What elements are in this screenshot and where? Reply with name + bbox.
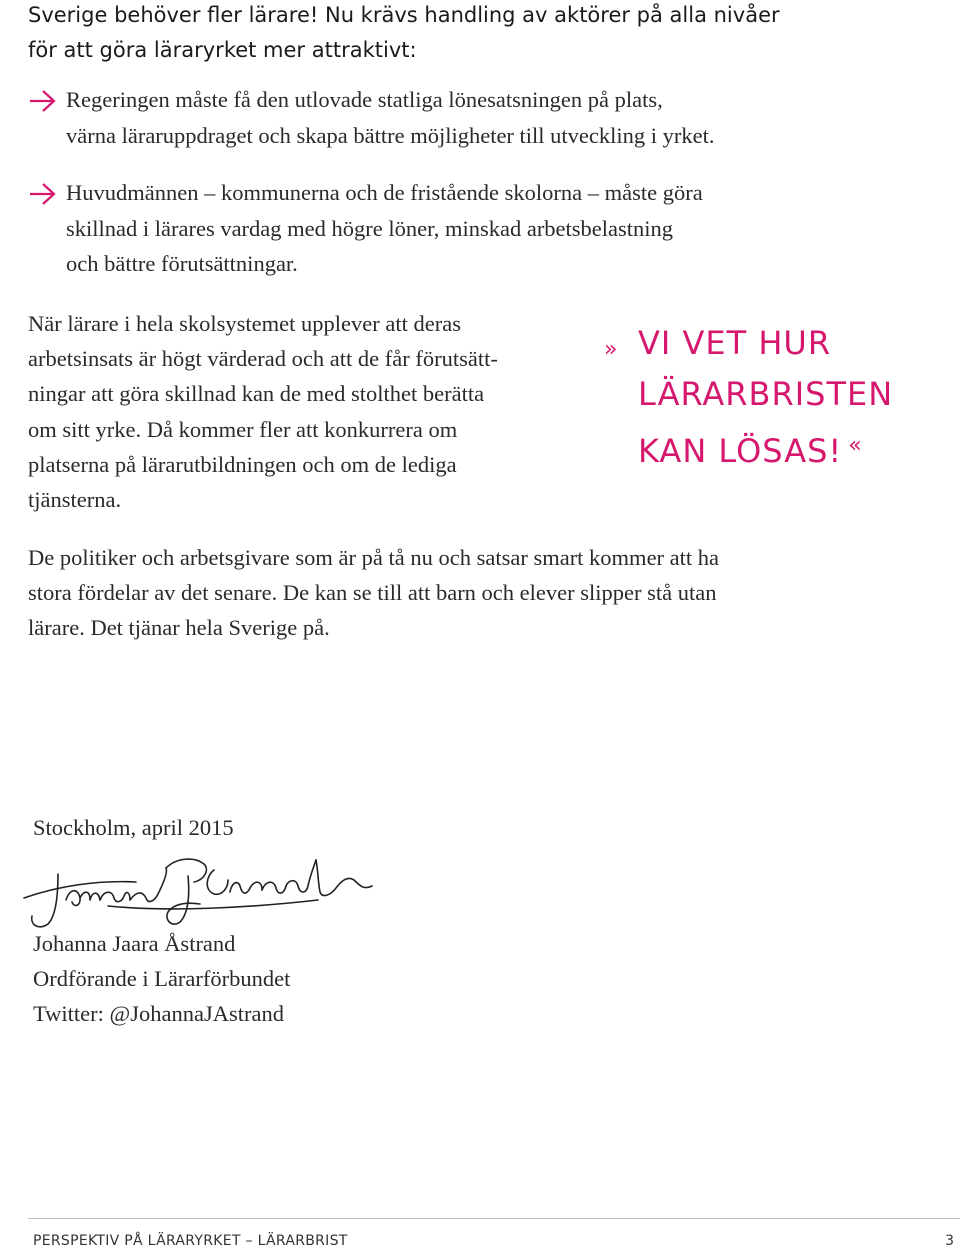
- bullet-1-line-2: värna läraruppdraget och skapa bättre möjligheter till utveckling i yrket.: [66, 122, 715, 148]
- closing-paragraph: [28, 540, 908, 646]
- paragraph-line: platserna på lärarutbildningen och om de lediga: [28, 451, 457, 477]
- paragraph-line: ningar att göra skillnad kan de med stolthet berätta: [28, 381, 485, 407]
- pull-quote-line-3: KAN LÖSAS!: [638, 432, 843, 470]
- arrow-right-icon: [28, 182, 58, 206]
- paragraph-line: arbetsinsats är högt värderad och att de får förutsätt-: [28, 346, 498, 372]
- pull-quote-line-1: VI VET HUR: [638, 324, 832, 362]
- signatory-name: Johanna Jaara Åstrand: [33, 931, 236, 956]
- place-date: Stockholm, april 2015: [33, 815, 234, 840]
- paragraph-line: När lärare i hela skolsystemet upplever att deras: [28, 311, 461, 336]
- intro-heading: [28, 0, 928, 68]
- bullet-2-line-1: Huvudmännen – kommunerna och de fristående skolorna – måste göra: [66, 180, 703, 205]
- intro-line-1: Sverige behöver fler lärare! Nu krävs handling av aktörer på alla nivåer: [28, 3, 780, 27]
- body-paragraph: [28, 306, 588, 517]
- quote-open-mark: »: [604, 337, 619, 362]
- bullet-item-2: [28, 175, 908, 283]
- paragraph-line: De politiker och arbetsgivare som är på tå nu och satsar smart kommer att ha: [28, 545, 720, 570]
- bullet-1-line-1: Regeringen måste få den utlovade statliga lönesatsningen på plats,: [66, 87, 663, 112]
- paragraph-line: tjänsterna.: [28, 487, 122, 513]
- paragraph-line: stora fördelar av det senare. De kan se till att barn och elever slipper stå utan: [28, 580, 717, 606]
- page-number: 3: [945, 1233, 954, 1249]
- intro-line-2: för att göra läraryrket mer attraktivt:: [28, 38, 417, 62]
- signature-image: [18, 846, 388, 932]
- pull-quote-line-2: LÄRARBRISTEN: [638, 375, 894, 413]
- bullet-2-line-3: och bättre förutsättningar.: [66, 251, 298, 276]
- pull-quote-line-3-wrap: [638, 420, 863, 477]
- bullet-item-1: [28, 82, 908, 154]
- paragraph-line: lärare. Det tjänar hela Sverige på.: [28, 615, 330, 641]
- quote-close-mark: «: [848, 433, 863, 458]
- arrow-right-icon: [28, 89, 58, 113]
- paragraph-line: om sitt yrke. Då kommer fler att konkurrera om: [28, 416, 458, 442]
- bullet-2-line-2: skillnad i lärares vardag med högre löner, minskad arbetsbelastning: [66, 215, 674, 241]
- signatory-block: [33, 926, 533, 1031]
- signatory-title: Ordförande i Lärarförbundet: [33, 966, 291, 991]
- running-title: PERSPEKTIV PÅ LÄRARYRKET – LÄRARBRIST: [33, 1233, 348, 1249]
- footer-rule: [28, 1218, 960, 1219]
- signatory-twitter: Twitter: @JohannaJAstrand: [33, 1001, 284, 1026]
